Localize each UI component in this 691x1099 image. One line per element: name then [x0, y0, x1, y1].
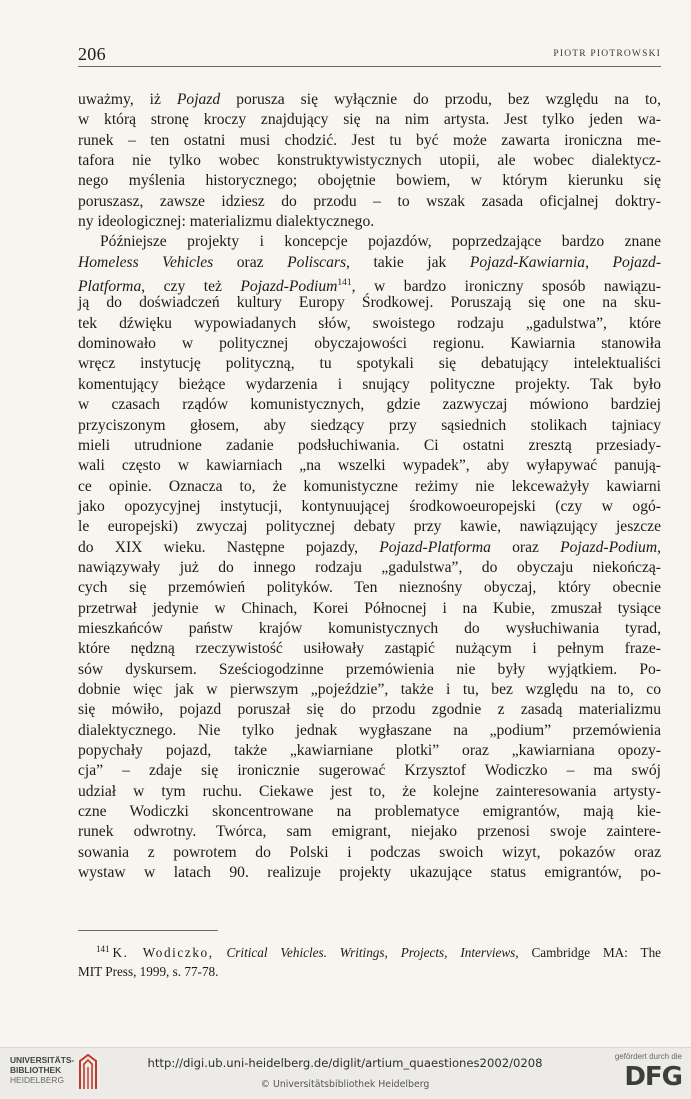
text-line-with-footnote-ref: Platforma, czy też Pojazd-Podium$^{141}$, w bardzo ironiczny sposób nawiązu- [78, 278, 661, 296]
text-line: cja” – zdaje się ironicznie sugerować Krzysztof Wodiczko – ma swój [78, 762, 661, 780]
text-line: wystaw w latach 90. realizuje projekty ukazujące status emigrantów, po- [78, 864, 661, 882]
footnote [78, 940, 661, 981]
text-line: nego myślenia historycznego; obojętnie bowiem, w którym kierunku się [78, 172, 661, 190]
text-line: Homeless Vehicles oraz Poliscars, takie jak Pojazd-Kawiarnia, Pojazd- [78, 253, 662, 271]
funding-caption: gefördert durch die [614, 1052, 682, 1061]
text-line: wręcz instytucję polityczną, tu spotykali się debatujący intelektualiści [78, 355, 661, 373]
text-line: le europejski) zwyczaj politycznej debaty przy kawie, nawiązujący jeszcze [78, 518, 661, 536]
text-line: ce opinie. Oznacza to, że komunistyczne reżimy nie lekceważyły kawiarni [78, 477, 661, 495]
footnote-publisher: Cambridge MA: The [531, 945, 662, 960]
footnote-number: 141 [96, 944, 110, 954]
permalink-url[interactable]: http://digi.ub.uni-heidelberg.de/diglit/artium_quaestiones2002/0208 [147, 1056, 543, 1070]
text-line: które nędzną rzeczywistość usiłowały zastąpić nużącym i pełnym fraze- [78, 640, 661, 658]
library-logo-icon [77, 1053, 99, 1091]
footnote-rule [78, 930, 218, 931]
text-line: w czasach rządów komunistycznych, gdzie zazwyczaj mówiono bardziej [78, 396, 661, 414]
text-line: cych się przemówień polityków. Ten nieznośny obyczaj, który obecnie [78, 579, 661, 597]
text-line: mieli utrudnione zadanie podsłuchiwania. Ci ostatni zresztą przesiady- [78, 436, 661, 454]
footnote-title: Critical Vehicles. Writings, Projects, Interviews, [226, 945, 519, 960]
text-line: dialektycznego. Nie tylko jednak wygłaszane na „podium” przemówienia [78, 721, 661, 739]
library-logo-text: UNIVERSITÄTS- BIBLIOTHEK HEIDELBERG [10, 1055, 75, 1085]
text-line: do XIX wieku. Następne pojazdy, Pojazd-Platforma oraz Pojazd-Podium, [78, 538, 662, 556]
text-line: ny ideologicznej: materializmu dialektycznego. [78, 213, 375, 231]
text-line: ją do doświadczeń kultury Europy Środkowej. Poruszają się one na sku- [78, 294, 661, 312]
text-line: dobnie więc jak w pierwszym „pojeździe”, także i tu, bez względu na to, co [78, 680, 661, 698]
footnote-author: K. Wodiczko, [112, 945, 214, 960]
text-line: popychały pojazd, także „kawiarniane plotki” oraz „kawiarniana opozy- [78, 742, 661, 759]
text-line: w którą stronę kroczy znajdujący się na nim artysta. Jest tylko jeden wa- [78, 111, 661, 129]
viewer-footer-bar [0, 1047, 691, 1099]
text-line: czne Wodiczki skoncentrowane na problematyce emigrantów, mają kie- [78, 803, 661, 821]
text-line: sowania z powrotem do Polski i podczas swoich wizyt, pokazów oraz [78, 843, 661, 861]
text-line: tek dźwięku wypowiadanych słów, swoistego rodzaju „gadulstwa”, które [78, 314, 661, 332]
running-head: PIOTR PIOTROWSKI [553, 49, 661, 59]
body-text [78, 90, 661, 883]
text-line: poruszasz, zawsze idziesz do przodu – to wszak zasada oficjalnej doktry- [78, 192, 661, 210]
text-line: się mówiło, pojazd poruszał się do przodu zgodnie z zasadą materializmu [78, 701, 661, 719]
text-line: jako opozycyjnej instytucji, kontynuującej środkowoeuropejski (czy w ogó- [78, 497, 661, 515]
text-line: wali często w kawiarniach „na wszelki wypadek”, aby wyłapywać panują- [78, 457, 661, 475]
text-line: runek – ten ostatni musi chodzić. Jest tu być może zawarta ironiczna me- [78, 131, 661, 149]
text-line: przyciszonym głosem, aby siedzący przy sąsiednich stolikach tajniacy [78, 416, 661, 434]
text-line: sów dyskursem. Sześciogodzinne przemówienia nie były wyjątkiem. Po- [78, 660, 661, 678]
text-line: mieszkańców państw krajów komunistycznych do wysłuchiwania tyrad, [78, 619, 661, 637]
footnote-line-1 [78, 940, 661, 962]
text-line: Późniejsze projekty i koncepcje pojazdów, poprzedzające bardzo znane [100, 233, 661, 251]
text-line: dominowało w politycznej obyczajowości regionu. Kawiarnia stanowiła [78, 335, 661, 353]
text-line: tafora nie tylko wobec konstruktywistycznych utopii, ale wobec dialektycz- [78, 152, 661, 170]
text-line: uważmy, iż Pojazd porusza się wyłącznie do przodu, bez względu na to, [78, 91, 661, 108]
text-line: przetrwał jedynie w Chinach, Korei Północnej i na Kubie, zmuszał tysiące [78, 599, 661, 617]
text-line: udział w tym ruchu. Ciekawe jest to, że kolejne zainteresowania artysty- [78, 782, 661, 800]
text-line: komentujący bieżące wydarzenia i snujący polityczne projekty. Tak było [78, 375, 661, 393]
text-line: nawiązywały już do innego rodzaju „gadulstwa”, do obyczaju niekończą- [78, 558, 661, 576]
page-header [78, 44, 661, 67]
footnote-line-2: MIT Press, 1999, s. 77-78. [78, 964, 219, 979]
copyright-notice: © Universitätsbibliothek Heidelberg [260, 1079, 430, 1090]
text-line: runek odwrotny. Twórca, sam emigrant, niejako przenosi swoje zaintere- [78, 823, 661, 841]
page-number: 206 [78, 44, 106, 64]
dfg-logo: DFG [624, 1062, 682, 1092]
